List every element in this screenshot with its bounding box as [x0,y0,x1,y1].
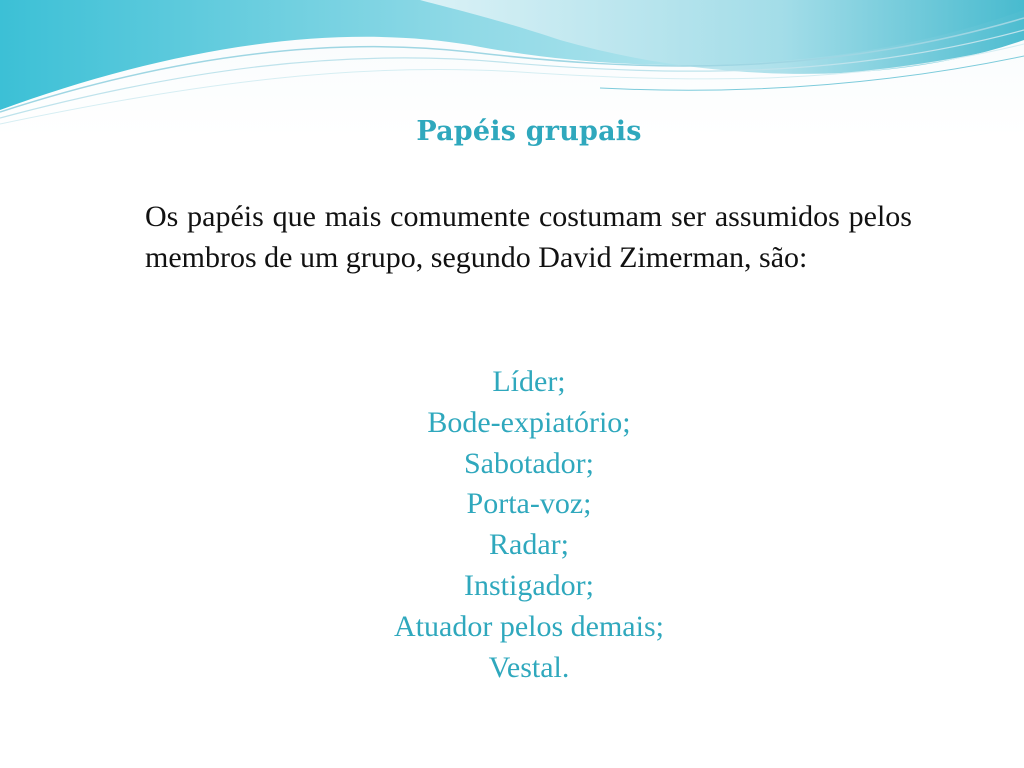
role-item-instigador: Instigador; [464,568,594,602]
role-item-sabotador: Sabotador; [464,446,594,480]
role-item-lider: Líder; [492,365,566,398]
roles-list [0,362,1024,688]
role-item-porta-voz: Porta-voz; [466,487,592,521]
intro-paragraph: Os papéis que mais comumente costumam ser assumidos pelos membros de um grupo, segundo David Zimerman, são: [145,200,912,274]
decorative-wave-header [0,0,1024,130]
role-item-atuador-pelos-demais: Atuador pelos demais; [394,609,664,643]
role-item-radar: Radar; [489,528,569,562]
role-item-vestal: Vestal. [488,650,570,684]
slide-title: Papéis grupais [416,116,642,147]
role-item-bode-expiatorio: Bode-expiatório; [427,405,631,439]
